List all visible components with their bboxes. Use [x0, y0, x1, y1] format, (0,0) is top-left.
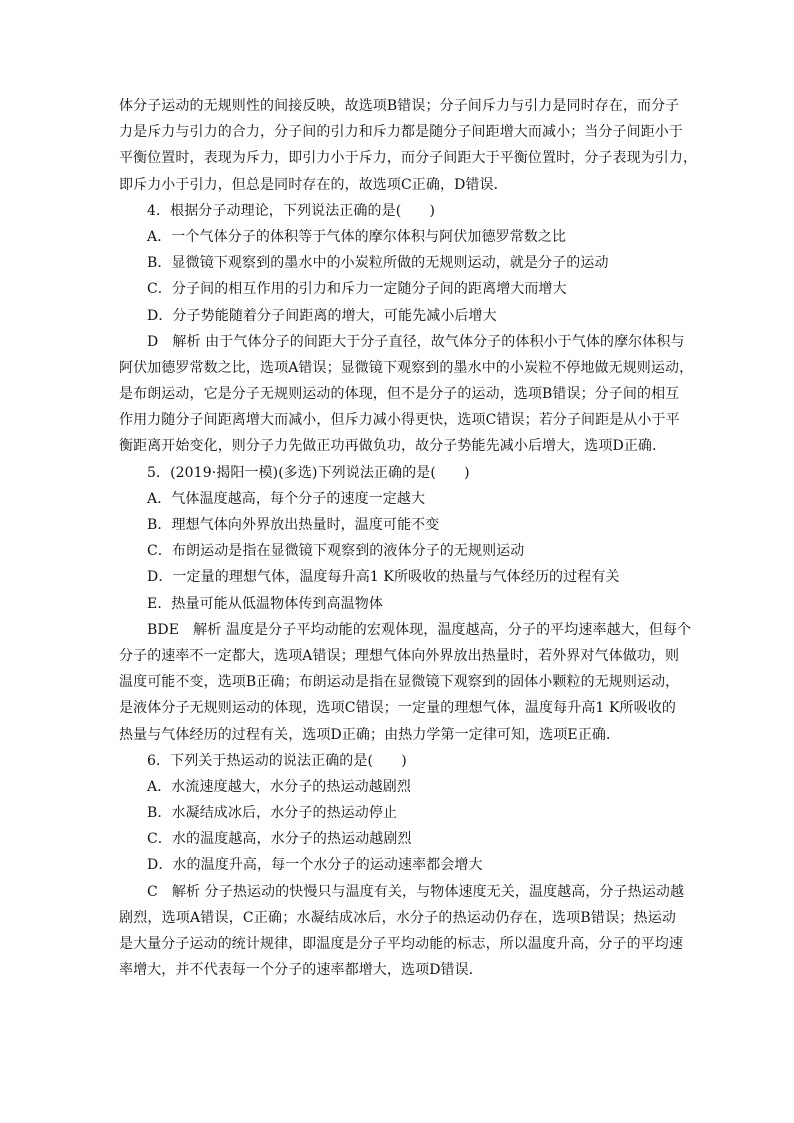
- option-e: E．热量可能从低温物体传到高温物体: [147, 595, 383, 612]
- intro-line: 即斥力小于引力，但总是同时存在的，故选项C正确，D错误．: [119, 176, 508, 193]
- option-b: B．理想气体向外界放出热量时，温度可能不变: [147, 517, 440, 533]
- intro-line: 体分子运动的无规则性的间接反映，故选项B错误；分子间斥力与引力是同时存在，而分子: [119, 98, 680, 114]
- analysis-line: 分子的速率不一定都大，选项A错误；理想气体向外界放出热量时，若外界对气体做功，则: [119, 647, 680, 664]
- analysis-line: 剧烈，选项A错误，C正确；水凝结成冰后，水分子的热运动仍存在，选项B错误；热运动: [119, 909, 676, 926]
- option-b: B．水凝结成冰后，水分子的热运动停止: [147, 805, 398, 822]
- option-d: D．分子势能随着分子间距离的增大，可能先减小后增大: [147, 307, 497, 324]
- option-b: B．显微镜下观察到的墨水中的小炭粒所做的无规则运动，就是分子的运动: [147, 255, 609, 272]
- intro-paragraph: [119, 93, 698, 198]
- analysis-line: C 解析 分子热运动的快慢只与温度有关，与物体速度无关，温度越高，分子热运动越: [147, 883, 685, 900]
- analysis-line: 是液体分子无规则运动的体现，选项C错误；一定量的理想气体，温度每升高1 K所吸收的: [119, 700, 676, 717]
- question-4: [119, 198, 694, 460]
- question-title: 6．下列关于热运动的说法正确的是( ): [147, 752, 407, 769]
- option-c: C．水的温度越高，水分子的热运动越剧烈: [147, 831, 412, 848]
- option-c: C．布朗运动是指在显微镜下观察到的液体分子的无规则运动: [147, 543, 525, 560]
- option-a: A．气体温度越高，每个分子的速度一定越大: [147, 490, 426, 507]
- option-a: A．水流速度越大，水分子的热运动越剧烈: [147, 778, 412, 795]
- analysis-line: 率增大，并不代表每一个分子的速率都增大，选项D错误．: [119, 962, 483, 979]
- analysis-line: 热量与气体经历的过程有关，选项D正确；由热力学第一定律可知，选项E正确．: [119, 726, 621, 743]
- analysis-line: 阿伏加德罗常数之比，选项A错误；显微镜下观察到的墨水中的小炭粒不停地做无规则运动，: [119, 359, 694, 376]
- analysis-line: 温度可能不变，选项B正确；布朗运动是指在显微镜下观察到的固体小颗粒的无规则运动，: [119, 674, 680, 691]
- analysis-line: 是大量分子运动的统计规律，即温度是分子平均动能的标志，所以温度升高，分子的平均速: [119, 936, 683, 952]
- question-5: [119, 460, 692, 748]
- analysis-line: D 解析 由于气体分子的间距大于分子直径，故气体分子的体积小于气体的摩尔体积与: [147, 333, 685, 350]
- analysis-line: BDE 解析 温度是分子平均动能的宏观体现，温度越高，分子的平均速率越大，但每个: [147, 621, 692, 638]
- analysis-paragraph: [119, 617, 692, 748]
- option-c: C．分子间的相互作用的引力和斥力一定随分子间的距离增大而增大: [147, 281, 567, 298]
- intro-line: 力是斥力与引力的合力，分子间的引力和斥力都是随分子间距增大而减小；当分子间距小于: [119, 124, 683, 141]
- option-d: D．水的温度升高，每一个水分子的运动速率都会增大: [147, 857, 483, 874]
- option-a: A．一个气体分子的体积等于气体的摩尔体积与阿伏加德罗常数之比: [147, 228, 567, 245]
- question-6: [119, 748, 685, 984]
- analysis-line: 是布朗运动，它是分子无规则运动的体现，但不是分子的运动，选项B错误；分子间的相互: [119, 386, 680, 403]
- page-content: [119, 93, 698, 983]
- analysis-line: 衡距离开始变化，则分子力先做正功再做负功，故分子势能先减小后增大，选项D正确．: [119, 438, 667, 455]
- option-d: D．一定量的理想气体，温度每升高1 K所吸收的热量与气体经历的过程有关: [147, 569, 620, 586]
- intro-line: 平衡位置时，表现为斥力，即引力小于斥力，而分子间距大于平衡位置时，分子表现为引力，: [119, 150, 698, 167]
- analysis-paragraph: [119, 329, 694, 460]
- question-title: 4．根据分子动理论，下列说法正确的是( ): [147, 202, 436, 219]
- analysis-paragraph: [119, 879, 685, 984]
- question-title: 5．(2019·揭阳一模)(多选)下列说法正确的是( ): [147, 464, 470, 481]
- analysis-line: 作用力随分子间距离增大而减小，但斥力减小得更快，选项C错误；若分子间距是从小于平: [119, 412, 680, 429]
